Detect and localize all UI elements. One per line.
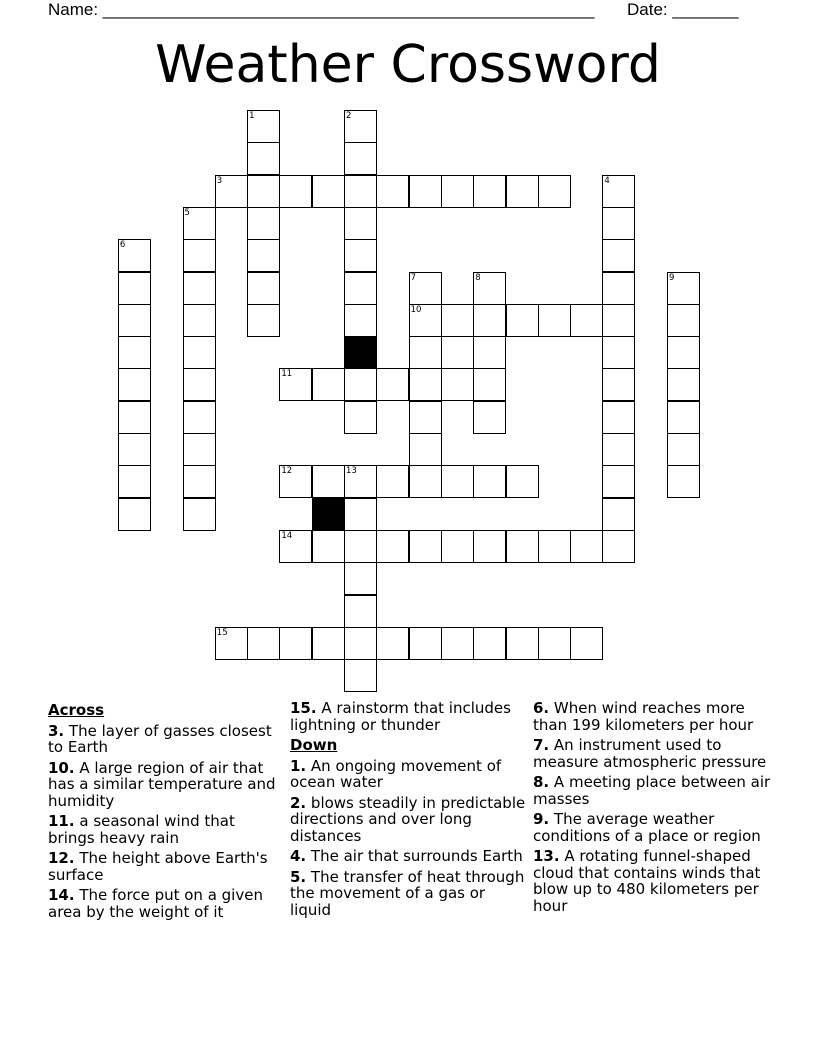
clue-text: When wind reaches more than 199 kilometers per hour [533,699,754,734]
clue-text: The force put on a given area by the weight of it [48,886,263,921]
across-clue [48,850,284,883]
grid-cell[interactable] [602,239,635,272]
clue-text: A rotating funnel-shaped cloud that contains winds that blow up to 480 kilometers per hour [533,847,761,915]
clue-text: The average weather conditions of a place or region [533,810,761,845]
grid-cell[interactable] [376,627,409,660]
grid-cell[interactable] [409,401,442,434]
clue-number-label: 13 [346,466,357,477]
grid-cell[interactable] [118,304,151,337]
grid-cell[interactable] [441,175,474,208]
grid-cell[interactable] [602,272,635,305]
grid-cell[interactable] [118,239,151,272]
grid-cell[interactable] [118,368,151,401]
grid-cell[interactable] [667,465,700,498]
grid-cell[interactable] [215,627,248,660]
grid-cell[interactable] [409,336,442,369]
clue-number-label: 10 [410,304,422,315]
grid-cell[interactable] [376,530,409,563]
grid-cell[interactable] [312,368,345,401]
clue-number: 5. [290,867,307,886]
date-field-label: Date: _______ [627,0,739,19]
across-clue [48,723,284,756]
grid-cell[interactable] [344,207,377,240]
grid-cell[interactable] [667,336,700,369]
grid-cell[interactable] [602,368,635,401]
grid-cell[interactable] [312,175,345,208]
grid-cell[interactable] [538,627,571,660]
grid-cell[interactable] [473,272,506,305]
grid-cell[interactable] [570,530,603,563]
grid-cell[interactable] [409,175,442,208]
grid-cell[interactable] [602,433,635,466]
clue-text: The height above Earth's surface [48,849,268,884]
clue-text: A rainstorm that includes lightning or thunder [290,699,511,734]
grid-cell[interactable] [183,368,216,401]
grid-cell[interactable] [409,465,442,498]
grid-cell[interactable] [344,401,377,434]
clue-text: a seasonal wind that brings heavy rain [48,812,235,847]
grid-cell[interactable] [183,207,216,240]
grid-cell[interactable] [215,175,248,208]
grid-cell[interactable] [344,498,377,531]
grid-cell[interactable] [183,304,216,337]
grid-cell[interactable] [506,530,539,563]
clue-column-1 [48,700,284,924]
clue-number-label: 1 [249,111,255,121]
grid-cell[interactable] [183,433,216,466]
grid-cell[interactable] [118,498,151,531]
grid-cell[interactable] [441,304,474,337]
down-clue [290,795,526,845]
grid-cell[interactable] [344,175,377,208]
grid-cell[interactable] [247,207,280,240]
clue-number-label: 11 [281,369,293,380]
clue-text: The layer of gasses closest to Earth [48,721,272,756]
clue-number: 3. [48,721,65,740]
grid-cell[interactable] [473,304,506,337]
grid-cell[interactable] [344,562,377,595]
clue-text: The transfer of heat through the movement of a gas or liquid [290,867,525,919]
grid-cell[interactable] [473,530,506,563]
grid-cell[interactable] [441,465,474,498]
down-clue [533,811,778,844]
grid-cell[interactable] [473,336,506,369]
grid-cell[interactable] [118,272,151,305]
clue-number: 2. [290,793,307,812]
grid-cell[interactable] [667,433,700,466]
grid-cell[interactable] [344,627,377,660]
clue-number: 12. [48,849,75,867]
grid-cell[interactable] [602,175,635,208]
grid-cell[interactable] [538,175,571,208]
grid-cell[interactable] [538,304,571,337]
grid-cell[interactable] [344,659,377,692]
grid-cell[interactable] [602,498,635,531]
clue-number: 1. [290,756,307,775]
across-clue [48,760,284,810]
clue-number-label: 15 [216,627,228,638]
clue-text: A large region of air that has a similar temperature and humidity [48,758,276,810]
clue-number-label: 12 [281,466,293,477]
grid-cell[interactable] [279,465,312,498]
grid-cell[interactable] [247,239,280,272]
clue-number: 11. [48,812,75,830]
grid-cell[interactable] [344,530,377,563]
grid-cell[interactable] [602,304,635,337]
grid-cell[interactable] [538,530,571,563]
grid-cell[interactable] [247,110,280,143]
clue-number-label: 14 [281,530,293,541]
grid-cell[interactable] [506,304,539,337]
down-clue [290,848,526,865]
clue-number: 15. [290,699,317,717]
clue-column-2 [290,700,526,922]
grid-cell[interactable] [441,530,474,563]
clue-number: 8. [533,773,550,791]
black-cell [312,498,345,531]
grid-cell[interactable] [473,368,506,401]
grid-cell[interactable] [183,465,216,498]
grid-cell[interactable] [409,368,442,401]
grid-cell[interactable] [279,627,312,660]
grid-cell[interactable] [118,401,151,434]
grid-cell[interactable] [344,272,377,305]
grid-cell[interactable] [344,595,377,628]
clue-number: 13. [533,847,560,865]
grid-cell[interactable] [279,530,312,563]
grid-cell[interactable] [570,627,603,660]
grid-cell[interactable] [312,530,345,563]
grid-cell[interactable] [247,304,280,337]
grid-cell[interactable] [344,110,377,143]
grid-cell[interactable] [473,401,506,434]
grid-cell[interactable] [441,627,474,660]
grid-cell[interactable] [602,465,635,498]
grid-cell[interactable] [183,272,216,305]
clue-number: 7. [533,736,550,754]
grid-cell[interactable] [376,465,409,498]
grid-cell[interactable] [506,175,539,208]
grid-cell[interactable] [344,368,377,401]
puzzle-title: Weather Crossword [155,35,661,95]
grid-cell[interactable] [409,627,442,660]
grid-cell[interactable] [118,433,151,466]
grid-cell[interactable] [667,368,700,401]
down-clue [533,700,778,733]
clue-number: 10. [48,758,75,777]
grid-cell[interactable] [344,465,377,498]
grid-cell[interactable] [441,368,474,401]
grid-cell[interactable] [183,239,216,272]
grid-cell[interactable] [602,530,635,563]
clue-number: 4. [290,847,307,865]
grid-cell[interactable] [279,368,312,401]
clue-number-label: 7 [410,272,417,283]
down-clue [533,848,778,914]
down-clue [533,737,778,770]
across-clue [48,887,284,920]
down-heading: Down [290,736,338,754]
clue-number: 9. [533,810,550,828]
grid-cell[interactable] [376,175,409,208]
grid-cell[interactable] [473,465,506,498]
down-clue [290,869,526,919]
grid-cell[interactable] [376,368,409,401]
grid-cell[interactable] [118,465,151,498]
grid-cell[interactable] [667,401,700,434]
clue-number-label: 9 [669,272,675,283]
clue-number-label: 6 [119,240,126,251]
grid-cell[interactable] [344,304,377,337]
clue-number: 6. [533,699,550,717]
clue-number-label: 5 [184,207,190,218]
grid-cell[interactable] [409,433,442,466]
clue-number-label: 4 [604,175,610,186]
clue-text: The air that surrounds Earth [310,847,523,865]
grid-cell[interactable] [183,498,216,531]
grid-cell[interactable] [409,530,442,563]
grid-cell[interactable] [183,336,216,369]
grid-cell[interactable] [247,627,280,660]
clue-text: blows steadily in predictable directions and over long distances [290,793,526,845]
clue-number: 14. [48,886,75,904]
clue-column-3 [533,700,778,918]
grid-cell[interactable] [409,304,442,337]
grid-cell[interactable] [602,401,635,434]
clue-number-label: 3 [216,175,223,186]
name-field-label: Name: ____________________________________________________ [48,0,595,19]
clue-text: An ongoing movement of ocean water [290,756,502,791]
across-heading: Across [48,701,105,719]
down-clue [290,758,526,791]
grid-cell[interactable] [473,627,506,660]
grid-cell[interactable] [312,627,345,660]
grid-cell[interactable] [602,207,635,240]
across-clue [290,700,526,733]
grid-cell[interactable] [247,272,280,305]
grid-cell[interactable] [506,627,539,660]
grid-cell[interactable] [667,304,700,337]
clue-number-label: 8 [475,272,481,283]
grid-cell[interactable] [344,239,377,272]
grid-cell[interactable] [118,336,151,369]
grid-cell[interactable] [409,272,442,305]
down-clue [533,774,778,807]
black-cell [344,336,377,369]
across-clue [48,813,284,846]
grid-cell[interactable] [312,465,345,498]
grid-cell[interactable] [667,272,700,305]
grid-cell[interactable] [183,401,216,434]
clue-text: An instrument used to measure atmospheric pressure [533,736,767,771]
grid-cell[interactable] [344,142,377,175]
grid-cell[interactable] [570,304,603,337]
grid-cell[interactable] [602,336,635,369]
grid-cell[interactable] [506,465,539,498]
grid-cell[interactable] [279,175,312,208]
clue-number-label: 2 [346,111,352,121]
grid-cell[interactable] [247,175,280,208]
grid-cell[interactable] [473,175,506,208]
clue-text: A meeting place between air masses [533,773,771,808]
grid-cell[interactable] [247,142,280,175]
